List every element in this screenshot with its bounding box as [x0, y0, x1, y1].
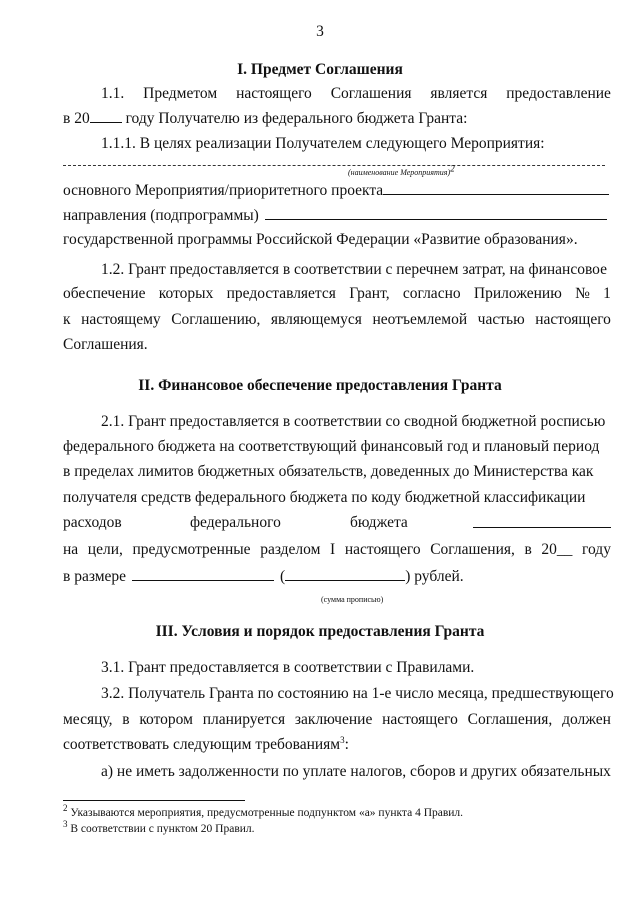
main-event-label: основного Мероприятия/приоритетного проекта [63, 182, 384, 199]
item-a-line [101, 762, 611, 782]
word: должен [562, 711, 611, 728]
event-name-caption [348, 163, 455, 177]
amount-digits-blank [132, 566, 274, 581]
word: планируется [202, 711, 286, 728]
word: разделом [260, 541, 321, 558]
word: а) [101, 763, 114, 780]
word: уплате [302, 763, 347, 780]
word: предусмотренные [132, 541, 251, 558]
word: сборов [410, 763, 456, 780]
word: предоставление [506, 85, 611, 102]
word: месяцу, [63, 711, 113, 728]
word: федерального [190, 514, 281, 531]
word: Соглашения [330, 85, 412, 102]
requirements-text: соответствовать следующим требованиям [63, 736, 341, 753]
year-suffix: году Получателю из федерального бюджета Гранта: [121, 110, 468, 127]
footnote-3-mark: 3 [63, 819, 68, 830]
section-1-title: I. Предмет Соглашения [237, 61, 403, 78]
word: заключение [294, 711, 373, 728]
amount-label: в размере [63, 568, 127, 585]
word: предоставляется [226, 285, 336, 302]
word: № [575, 285, 590, 302]
amount-row [63, 566, 464, 587]
word: 1 [603, 285, 611, 302]
word: обязательных [521, 763, 611, 780]
colon: : [344, 736, 349, 753]
footnote-3 [63, 819, 255, 836]
main-event-row [63, 180, 609, 201]
paragraph-1-2-line-1: 1.2. Грант предоставляется в соответствии с перечнем затрат, на финансовое [101, 261, 607, 278]
paragraph-3-2-line-1: 3.2. Получатель Гранта по состоянию на 1-е число месяца, предшествующего [101, 685, 614, 702]
word: частью [477, 311, 525, 328]
section-2-title: II. Финансовое обеспечение предоставления Гранта [138, 377, 502, 394]
word: 20__ [541, 541, 573, 558]
paragraph-3-2-line-3 [63, 735, 349, 755]
word: является [430, 85, 488, 102]
rubles-label: ) рублей. [405, 568, 464, 585]
paragraph-3-1: 3.1. Грант предоставляется в соответствии с Правилами. [101, 659, 475, 676]
paragraph-2-1-line-6 [63, 540, 611, 560]
word: Грант, [349, 285, 390, 302]
word: расходов [63, 514, 122, 531]
word: других [471, 763, 518, 780]
direction-blank [265, 205, 607, 220]
word: в [122, 711, 130, 728]
paragraph-2-1-line-3: в пределах лимитов бюджетных обязательств, доведенных до Министерства как [63, 463, 594, 480]
word: настоящего [236, 85, 312, 102]
footnote-ref-3: 3 [340, 734, 345, 745]
word: настоящего [382, 711, 458, 728]
word: котором [139, 711, 193, 728]
word: Соглашения, [467, 711, 553, 728]
word: неотъемлемой [372, 311, 468, 328]
footnote-2 [63, 803, 464, 820]
paragraph-2-1-line-2: федерального бюджета на соответствующий финансовый год и плановый период [63, 438, 600, 455]
paragraph-1-1-line-1 [101, 84, 611, 104]
word: бюджета [350, 514, 408, 531]
direction-label: направления (подпрограммы) [63, 207, 259, 224]
paragraph-2-1-line-4: получателя средств федерального бюджета по коду бюджетной классификации [63, 489, 586, 506]
paragraph-2-1-line-1: 2.1. Грант предоставляется в соответствии со сводной бюджетной росписью [101, 413, 606, 430]
word: которых [158, 285, 214, 302]
caption-text: (наименование Мероприятия) [348, 168, 451, 177]
word: настоящему [81, 311, 161, 328]
word: цели, [87, 541, 123, 558]
budget-code-blank [473, 513, 611, 528]
word: иметь [135, 763, 175, 780]
footnote-2-mark: 2 [63, 803, 68, 814]
open-paren: ( [280, 568, 286, 585]
word: согласно [402, 285, 461, 302]
year-blank [90, 108, 122, 123]
word: по [282, 763, 299, 780]
year-prefix: в 20 [63, 110, 90, 127]
paragraph-1-2-line-3 [63, 310, 611, 330]
amount-words-blank [285, 566, 405, 581]
word: 1.1. [101, 85, 125, 102]
word: Соглашению, [171, 311, 261, 328]
main-event-blank [383, 180, 609, 195]
paragraph-1-1-line-2 [63, 108, 467, 129]
page-number: 3 [316, 23, 324, 40]
footnote-3-text: В соответствии с пунктом 20 Правил. [67, 823, 255, 835]
footnote-2-text: Указываются мероприятия, предусмотренные подпунктом «а» пункта 4 Правил. [67, 807, 464, 819]
paragraph-1-2-line-2 [63, 284, 611, 304]
word: году [582, 541, 611, 558]
word: налогов, [350, 763, 407, 780]
paragraph-1-2-line-4: Соглашения. [63, 336, 148, 353]
word: являющемуся [270, 311, 362, 328]
direction-row [63, 205, 607, 226]
word: Предметом [143, 85, 218, 102]
paragraph-1-1-1: 1.1.1. В целях реализации Получателем следующего Мероприятия: [101, 135, 545, 152]
word: в [524, 541, 532, 558]
sum-in-words-caption: (сумма прописью) [321, 595, 384, 604]
footnote-separator [63, 800, 245, 801]
word: настоящего [344, 541, 421, 558]
word: на [63, 541, 79, 558]
word: Приложению [473, 285, 562, 302]
word: настоящего [535, 311, 611, 328]
section-3-title: III. Условия и порядок предоставления Гранта [155, 623, 485, 640]
state-program-line: государственной программы Российской Федерации «Развитие образования». [63, 231, 578, 248]
word: не [116, 763, 133, 780]
event-name-line [63, 165, 605, 166]
paragraph-3-2-line-2 [63, 710, 611, 730]
word: к [63, 311, 71, 328]
word: обеспечение [63, 285, 146, 302]
word: Соглашения, [430, 541, 515, 558]
word: и [459, 763, 468, 780]
footnote-ref-2: 2 [450, 163, 455, 174]
word: I [330, 541, 336, 558]
word: задолженности [178, 763, 279, 780]
